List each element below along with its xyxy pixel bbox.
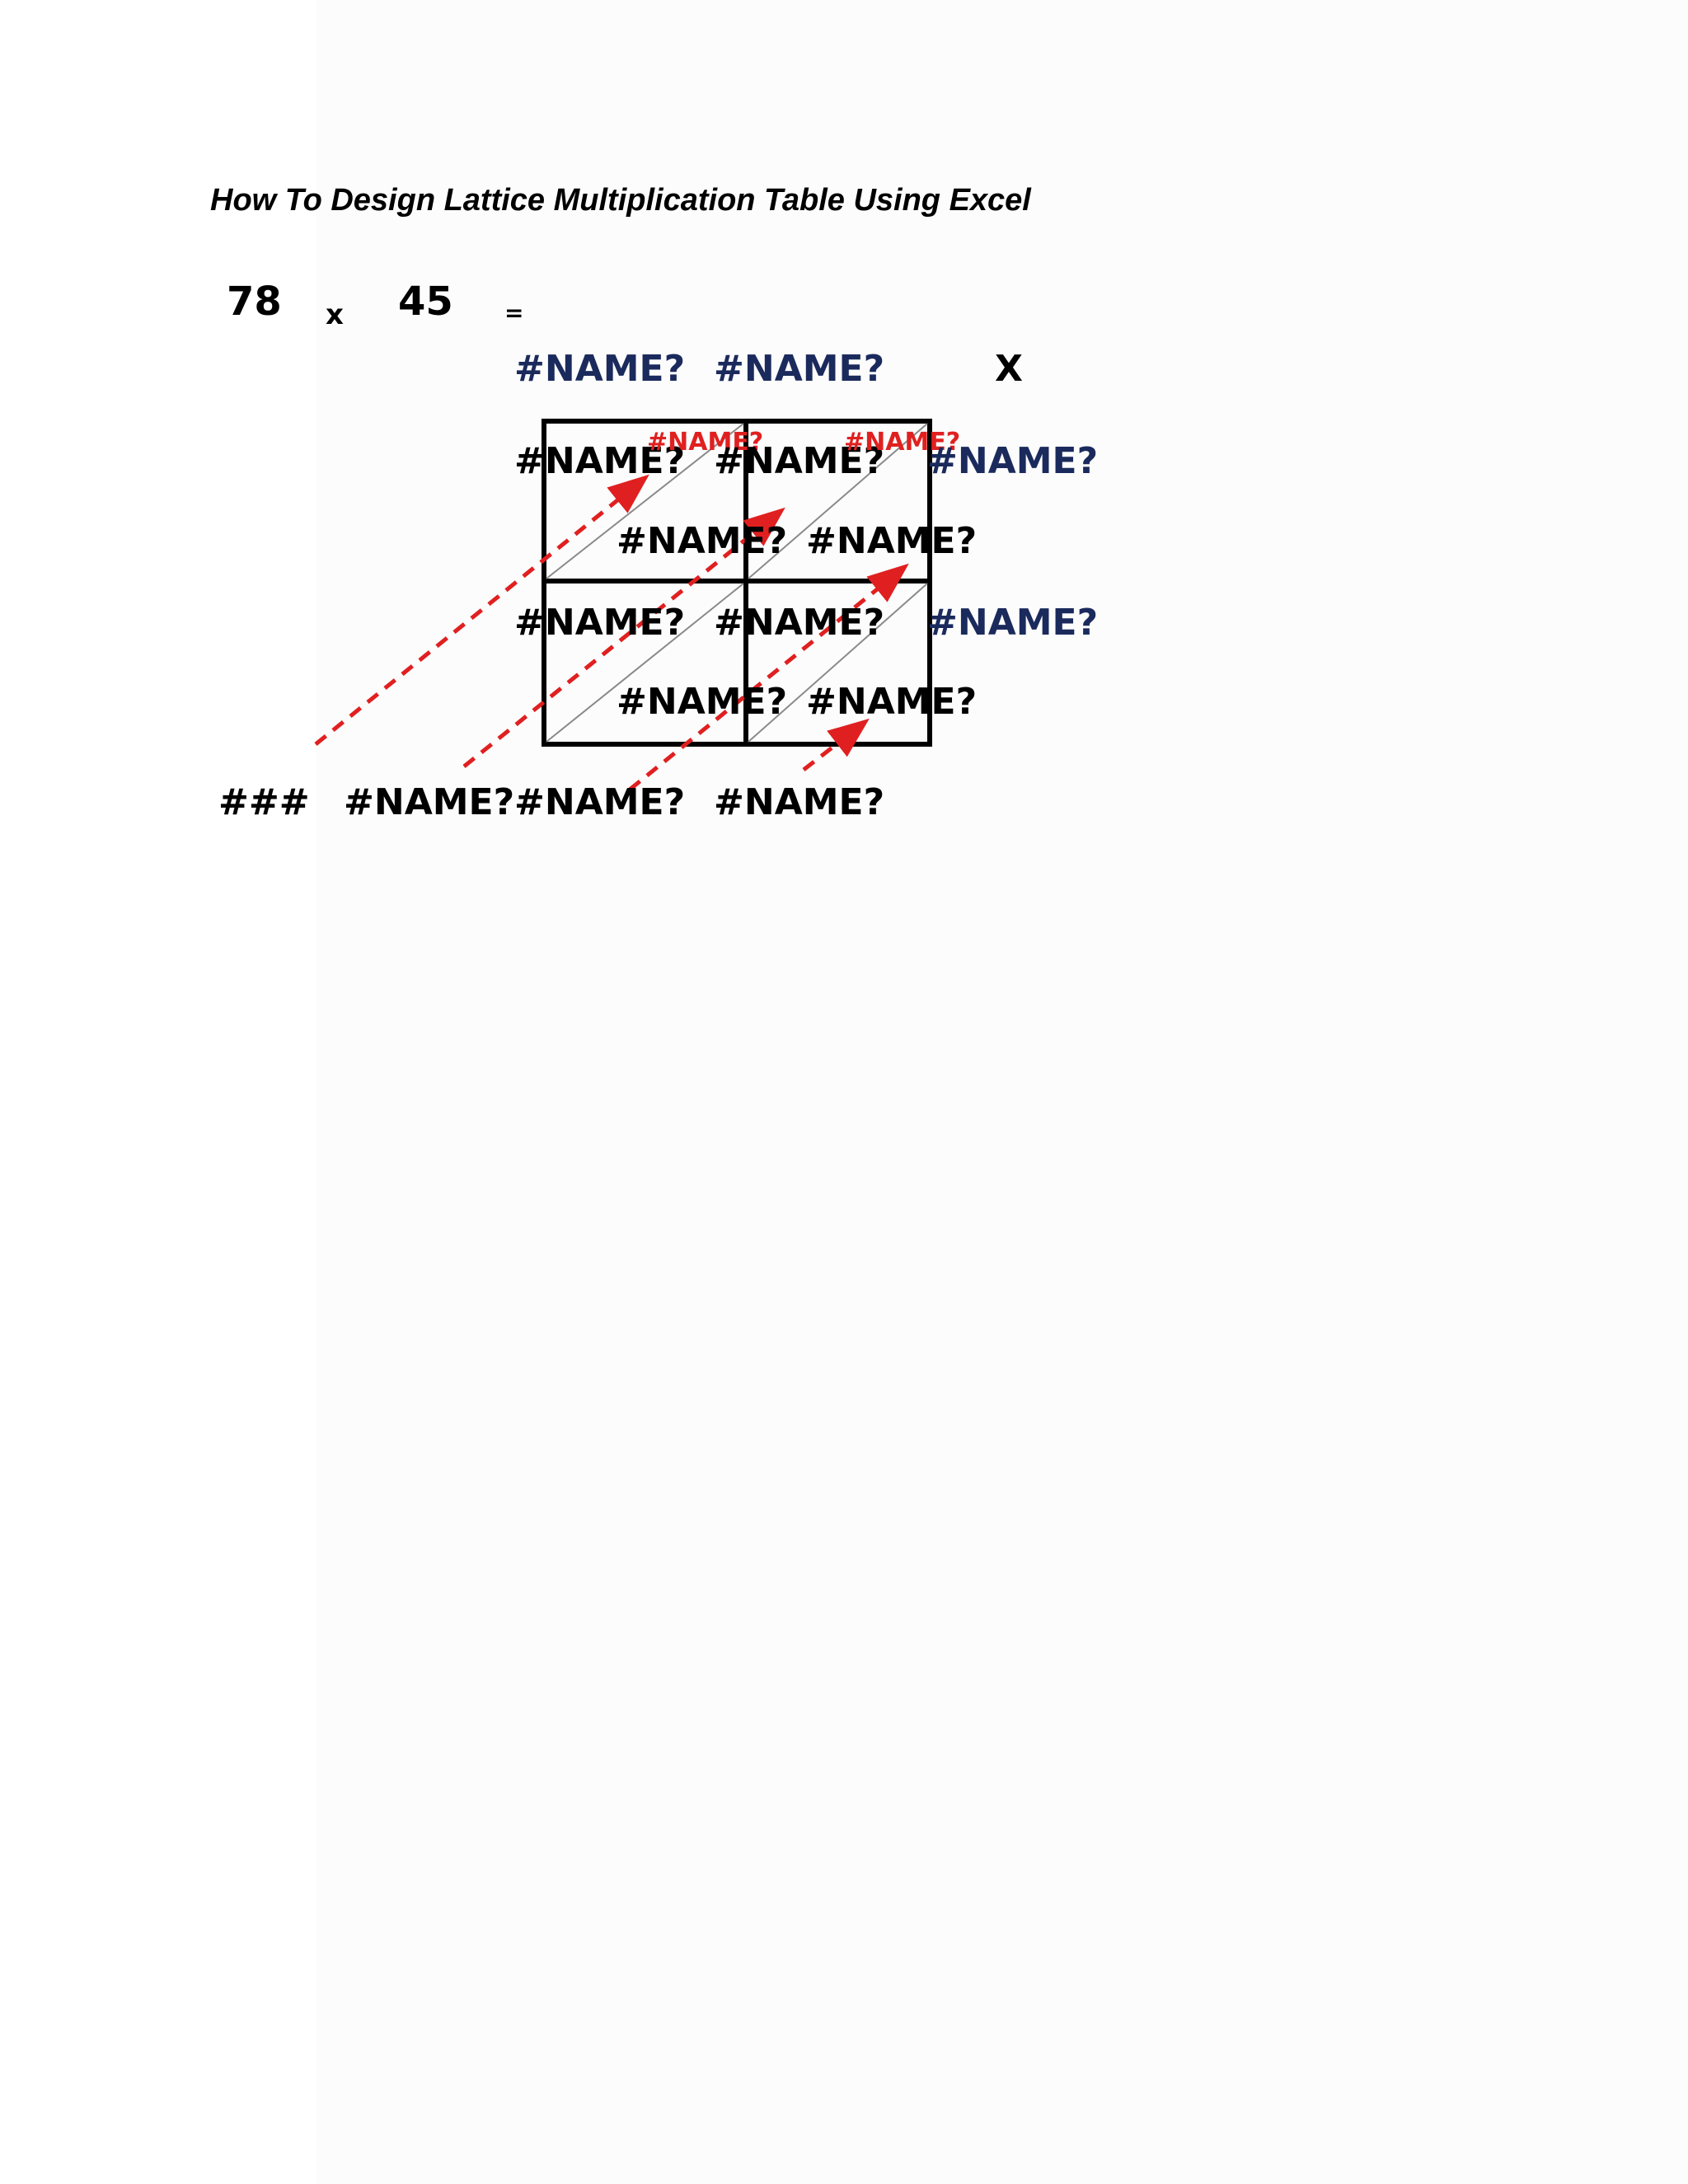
times-sign: x [326, 298, 344, 331]
cell-1-carry: #NAME? [647, 428, 764, 457]
cell-2-ones: #NAME? [806, 520, 978, 562]
result-digit-3: #NAME? [514, 781, 686, 823]
multiplier: 45 [398, 279, 453, 325]
cell-4-ones: #NAME? [806, 681, 978, 723]
side-digit-2: #NAME? [927, 602, 1099, 644]
cell-1-ones: #NAME? [617, 520, 788, 562]
cell-1-tens: #NAME? [514, 440, 686, 482]
corner-mark: X [995, 348, 1023, 390]
cell-2-carry: #NAME? [844, 428, 961, 457]
worksheet-area [316, 0, 1688, 2184]
page-title: How To Design Lattice Multiplication Table Using Excel [210, 183, 1031, 218]
top-digit-1: #NAME? [514, 348, 686, 390]
cell-2-tens: #NAME? [714, 440, 885, 482]
cell-4-tens: #NAME? [714, 602, 885, 644]
result-digit-4: #NAME? [714, 781, 885, 823]
cell-3-tens: #NAME? [514, 602, 686, 644]
result-digit-1: ### [218, 781, 310, 823]
multiplicand: 78 [227, 279, 282, 325]
equals-sign: = [504, 299, 524, 326]
grid-divider-horizontal [542, 579, 932, 583]
result-digit-2: #NAME? [344, 781, 515, 823]
cell-3-ones: #NAME? [617, 681, 788, 723]
top-digit-2: #NAME? [714, 348, 885, 390]
side-digit-1: #NAME? [927, 440, 1099, 482]
